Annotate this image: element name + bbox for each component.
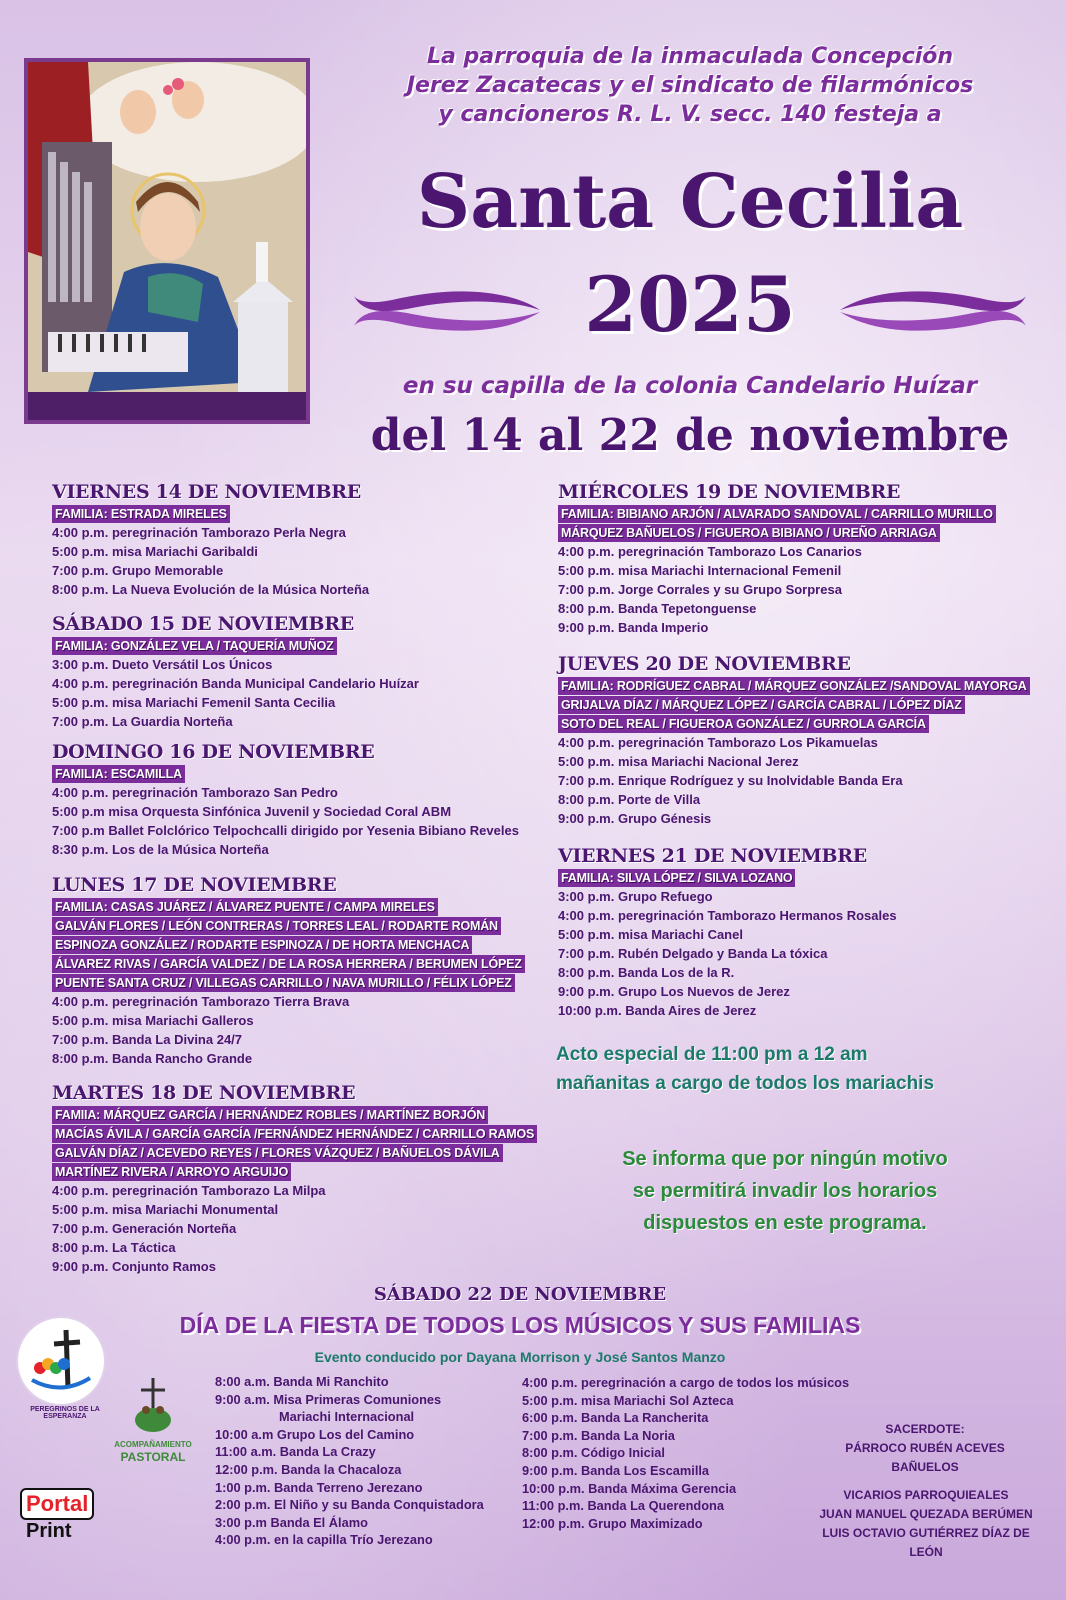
family-label: FAMILIA: ESCAMILLA: [52, 765, 185, 783]
jubilee-logo-text: PEREGRINOS DE LA ESPERANZA: [30, 1406, 100, 1420]
priest-name: PÁRROCO RUBÉN ACEVES BAÑUELOS: [845, 1441, 1005, 1474]
event-item: 3:00 p.m. Dueto Versátil Los Únicos: [52, 657, 273, 672]
day-title: SÁBADO 15 DE NOVIEMBRE: [52, 613, 354, 635]
event-item: 8:00 p.m. Código Inicial: [522, 1445, 665, 1461]
family-label: FAMILIA: BIBIANO ARJÓN / ALVARADO SANDOVAL / CARRILLO MURILLO: [558, 505, 996, 523]
event-item: 7:00 p.m. Jorge Corrales y su Grupo Sorpresa: [558, 582, 842, 597]
family-label: MARTÍNEZ RIVERA / ARROYO ARGUIJO: [52, 1163, 291, 1181]
santa-cecilia-painting: [24, 58, 310, 424]
event-item: 5:00 p.m. misa Mariachi Galleros: [52, 1013, 254, 1028]
event-item: 8:30 p.m. Los de la Música Norteña: [52, 842, 269, 857]
event-item: 4:00 p.m. peregrinación Tamborazo San Pedro: [52, 785, 338, 800]
pastoral-text-1: ACOMPAÑAMIENTO: [114, 1440, 192, 1449]
pastoral-text-2: PASTORAL: [120, 1450, 186, 1464]
priest-credits: [820, 1420, 1030, 1477]
portal-text: Portal: [20, 1488, 94, 1520]
notice-line: dispuestos en este programa.: [643, 1212, 927, 1234]
event-item: 9:00 a.m. Misa Primeras Comuniones: [215, 1391, 442, 1407]
intro-text: [340, 42, 1040, 129]
print-text: Print: [26, 1520, 72, 1542]
day-title: JUEVES 20 DE NOVIEMBRE: [558, 653, 851, 675]
event-item: 4:00 p.m. peregrinación Tamborazo Los Pikamuelas: [558, 735, 878, 750]
event-item: 11:00 a.m. Banda La Crazy: [215, 1444, 376, 1460]
event-item: 9:00 p.m. Banda Los Escamilla: [522, 1462, 710, 1478]
day-title: MIÉRCOLES 19 DE NOVIEMBRE: [558, 481, 901, 503]
event-item: 7:00 p.m. Banda La Divina 24/7: [52, 1032, 243, 1047]
day-title: LUNES 17 DE NOVIEMBRE: [52, 874, 337, 896]
event-item: 10:00 a.m Grupo Los del Camino: [215, 1426, 415, 1442]
event-item: 2:00 p.m. El Niño y su Banda Conquistadora: [215, 1497, 484, 1513]
event-item: 10:00 p.m. Banda Máxima Gerencia: [522, 1480, 737, 1496]
vicar-name: JUAN MANUEL QUEZADA BERÚMEN: [819, 1507, 1033, 1521]
family-label: FAMIIA: MÁRQUEZ GARCÍA / HERNÁNDEZ ROBLES / MARTÍNEZ BORJÓN: [52, 1106, 488, 1124]
event-item: 4:00 p.m. peregrinación Tamborazo Los Canarios: [558, 544, 862, 559]
event-item: 5:00 p.m misa Orquesta Sinfónica Juvenil y Sociedad Coral ABM: [52, 804, 452, 819]
intro-line: Jerez Zacatecas y el sindicato de filarmónicos: [406, 73, 974, 98]
left-flourish-icon: [352, 282, 542, 338]
event-item: 12:00 p.m. Banda la Chacaloza: [215, 1461, 402, 1477]
day-title: MARTES 18 DE NOVIEMBRE: [52, 1082, 356, 1104]
event-item: 7:00 p.m. La Guardia Norteña: [52, 714, 233, 729]
event-item: 5:00 p.m. misa Mariachi Monumental: [52, 1202, 279, 1217]
event-item: 9:00 p.m. Banda Imperio: [558, 620, 709, 635]
event-item: 6:00 p.m. Banda La Rancherita: [522, 1410, 709, 1426]
event-item: 4:00 p.m. peregrinación Tamborazo Perla Negra: [52, 525, 346, 540]
schedule-notice: [580, 1143, 990, 1239]
family-label: ESPINOZA GONZÁLEZ / RODARTE ESPINOZA / DE HORTA MENCHACA: [52, 936, 472, 954]
event-item: 8:00 p.m. Banda Rancho Grande: [52, 1051, 253, 1066]
jubilee-cross-icon: [18, 1318, 104, 1404]
notice-line: Se informa que por ningún motivo: [622, 1148, 948, 1170]
event-item: 4:00 p.m. peregrinación Banda Municipal Candelario Huízar: [52, 676, 419, 691]
event-item: 4:00 p.m. peregrinación Tamborazo Hermanos Rosales: [558, 908, 897, 923]
right-flourish-icon: [838, 282, 1028, 338]
day-block-14: [52, 480, 369, 599]
event-item: 9:00 p.m. Grupo Génesis: [558, 811, 712, 826]
family-label: MACÍAS ÁVILA / GARCÍA GARCÍA /FERNÁNDEZ HERNÁNDEZ / CARRILLO RAMOS: [52, 1125, 537, 1143]
event-item: 5:00 p.m. misa Mariachi Femenil Santa Cecilia: [52, 695, 336, 710]
jubilee-logo: [16, 1316, 106, 1406]
family-label: FAMILIA: SILVA LÓPEZ / SILVA LOZANO: [558, 869, 795, 887]
day-title: VIERNES 14 DE NOVIEMBRE: [52, 481, 361, 503]
event-item: 7:00 p.m. Grupo Memorable: [52, 563, 224, 578]
event-item: 7:00 p.m. Generación Norteña: [52, 1221, 237, 1236]
event-item: Mariachi Internacional: [279, 1409, 415, 1425]
family-label: MÁRQUEZ BAÑUELOS / FIGUEROA BIBIANO / UREÑO ARRIAGA: [558, 524, 940, 542]
event-item: 5:00 p.m. misa Mariachi Garibaldi: [52, 544, 258, 559]
event-item: 4:00 p.m. en la capilla Trío Jerezano: [215, 1532, 433, 1548]
pastoral-cross-icon: [108, 1376, 198, 1436]
family-label: SOTO DEL REAL / FIGUEROA GONZÁLEZ / GURROLA GARCÍA: [558, 715, 929, 733]
family-label: PUENTE SANTA CRUZ / VILLEGAS CARRILLO / NAVA MURILLO / FÉLIX LÓPEZ: [52, 974, 515, 992]
event-item: 11:00 p.m. Banda La Querendona: [522, 1498, 724, 1514]
saturday-subtitle: DÍA DE LA FIESTA DE TODOS LOS MÚSICOS Y SUS FAMILIAS: [179, 1312, 861, 1338]
event-item: 5:00 p.m. misa Mariachi Sol Azteca: [522, 1392, 734, 1408]
event-item: 7:00 p.m. Enrique Rodríguez y su Inolvidable Banda Era: [558, 773, 903, 788]
saturday-left-list: [215, 1373, 484, 1549]
special-event: [556, 1040, 986, 1098]
event-item: 7:00 p.m. Banda La Noria: [522, 1427, 675, 1443]
day-title: VIERNES 21 DE NOVIEMBRE: [558, 845, 867, 867]
saturday-title: SÁBADO 22 DE NOVIEMBRE: [373, 1284, 667, 1305]
notice-line: se permitirá invadir los horarios: [632, 1180, 938, 1202]
portal-print-logo: [20, 1488, 94, 1542]
saturday-host: Evento conducido por Dayana Morrison y José Santos Manzo: [314, 1349, 726, 1365]
day-block-18: [52, 1081, 537, 1276]
day-block-15: [52, 612, 419, 731]
special-line: Acto especial de 11:00 pm a 12 am: [556, 1044, 868, 1065]
intro-line: La parroquia de la inmaculada Concepción: [426, 44, 954, 69]
priest-label: SACERDOTE:: [885, 1422, 965, 1436]
event-item: 4:00 p.m. peregrinación Tamborazo La Milpa: [52, 1183, 326, 1198]
day-block-21: [558, 844, 897, 1020]
day-block-16: [52, 740, 519, 859]
vicars-credits: [808, 1486, 1044, 1562]
event-item: 8:00 p.m. La Táctica: [52, 1240, 176, 1255]
event-item: 5:00 p.m. misa Mariachi Internacional Femenil: [558, 563, 842, 578]
family-label: GALVÁN FLORES / LEÓN CONTRERAS / TORRES LEAL / RODARTE ROMÁN: [52, 917, 501, 935]
event-item: 5:00 p.m. misa Mariachi Nacional Jerez: [558, 754, 799, 769]
vicars-label: VICARIOS PARROQUIEALES: [843, 1488, 1009, 1502]
family-label: FAMILIA: ESTRADA MIRELES: [52, 505, 230, 523]
event-item: 9:00 p.m. Grupo Los Nuevos de Jerez: [558, 984, 790, 999]
saturday-right-list: [522, 1374, 849, 1532]
pastoral-logo: [108, 1376, 198, 1466]
event-item: 8:00 p.m. Banda Tepetonguense: [558, 601, 757, 616]
day-title: DOMINGO 16 DE NOVIEMBRE: [52, 741, 375, 763]
page-title: Santa Cecilia: [416, 159, 964, 245]
family-label: GRIJALVA DÍAZ / MÁRQUEZ LÓPEZ / GARCÍA CABRAL / LÓPEZ DÍAZ: [558, 696, 965, 714]
event-item: 9:00 p.m. Conjunto Ramos: [52, 1259, 216, 1274]
event-item: 12:00 p.m. Grupo Maximizado: [522, 1515, 703, 1531]
day-block-17: [52, 873, 525, 1068]
chapel-location: en su capilla de la colonia Candelario Huízar: [402, 373, 978, 399]
day-block-19: [558, 480, 996, 637]
family-label: FAMILIA: RODRÍGUEZ CABRAL / MÁRQUEZ GONZÁLEZ /SANDOVAL MAYORGA: [558, 677, 1030, 695]
family-label: FAMILIA: CASAS JUÁREZ / ÁLVAREZ PUENTE / CAMPA MIRELES: [52, 898, 438, 916]
family-label: GALVÁN DÍAZ / ACEVEDO REYES / FLORES VÁZQUEZ / BAÑUELOS DÁVILA: [52, 1144, 503, 1162]
event-item: 1:00 p.m. Banda Terreno Jerezano: [215, 1479, 423, 1495]
event-item: 4:00 p.m. peregrinación Tamborazo Tierra Brava: [52, 994, 350, 1009]
event-item: 3:00 p.m. Grupo Refuego: [558, 889, 713, 904]
event-item: 8:00 p.m. Banda Los de la R.: [558, 965, 735, 980]
day-block-20: [558, 652, 1030, 828]
event-year: 2025: [584, 260, 796, 349]
event-item: 3:00 p.m Banda El Álamo: [215, 1514, 368, 1530]
family-label: ÁLVAREZ RIVAS / GARCÍA VALDEZ / DE LA ROSA HERRERA / BERUMEN LÓPEZ: [52, 955, 525, 973]
event-item: 5:00 p.m. misa Mariachi Canel: [558, 927, 743, 942]
intro-line: y cancioneros R. L. V. secc. 140 festeja a: [438, 102, 942, 127]
event-item: 4:00 p.m. peregrinación a cargo de todos los músicos: [522, 1375, 850, 1390]
event-item: 8:00 a.m. Banda Mi Ranchito: [215, 1374, 389, 1389]
event-item: 8:00 p.m. La Nueva Evolución de la Música Norteña: [52, 582, 370, 597]
event-dates: del 14 al 22 de noviembre: [370, 410, 1010, 461]
event-item: 7:00 p.m Ballet Folclórico Telpochcalli dirigido por Yesenia Bibiano Reveles: [52, 823, 519, 838]
vicar-name: LUIS OCTAVIO GUTIÉRREZ DÍAZ DE LEÓN: [822, 1526, 1030, 1559]
event-item: 10:00 p.m. Banda Aires de Jerez: [558, 1003, 757, 1018]
event-item: 7:00 p.m. Rubén Delgado y Banda La tóxica: [558, 946, 828, 961]
painting-illustration: [28, 62, 306, 420]
event-item: 8:00 p.m. Porte de Villa: [558, 792, 701, 807]
family-label: FAMILIA: GONZÁLEZ VELA / TAQUERÍA MUÑOZ: [52, 637, 337, 655]
special-line: mañanitas a cargo de todos los mariachis: [556, 1073, 935, 1094]
